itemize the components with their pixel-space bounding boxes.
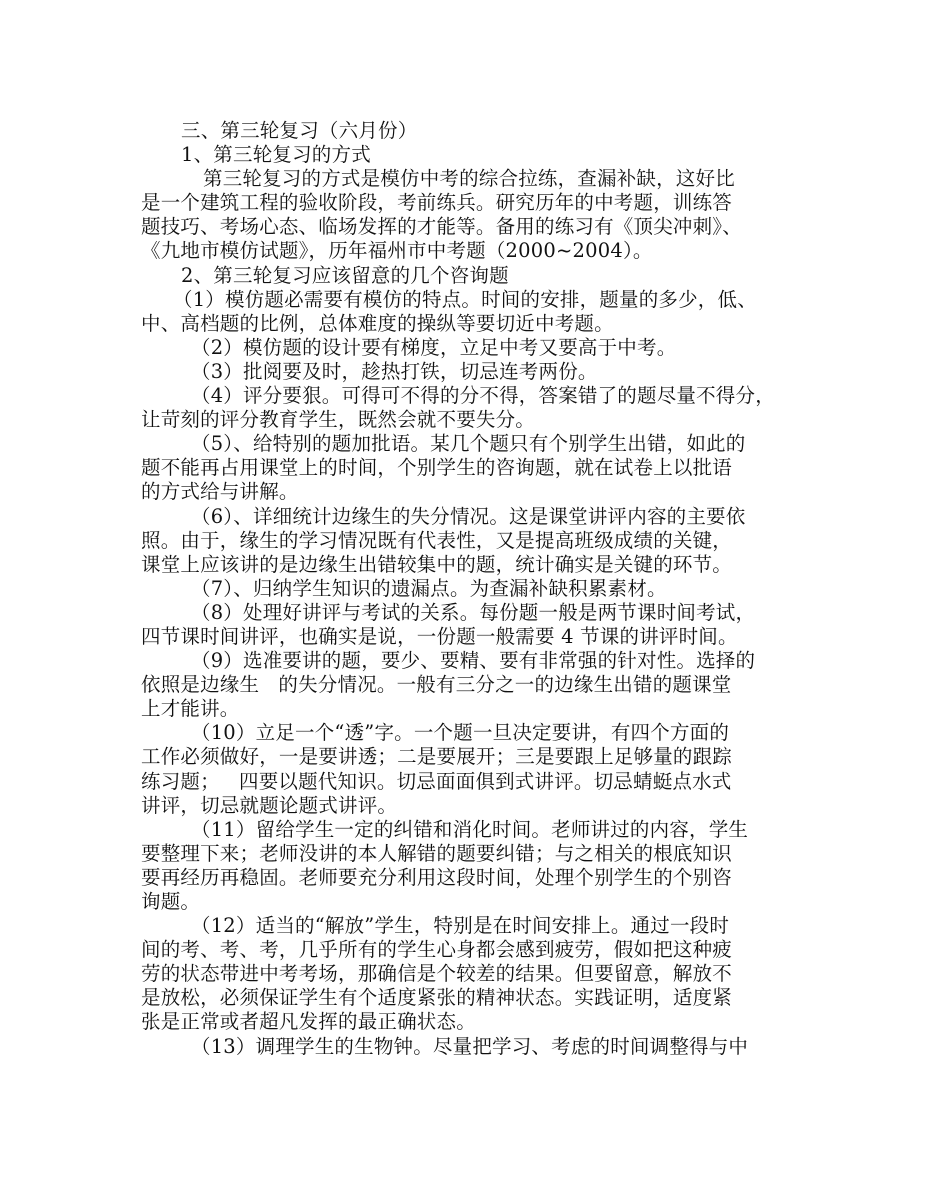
text-line: （9）选准要讲的题，要少、要精、要有非常强的针对性。选择的 <box>191 649 756 673</box>
text-line: 上才能讲。 <box>141 697 240 721</box>
text-line: 题不能再占用课堂上的时间，个别学生的咨询题，就在试卷上以批语 <box>141 456 733 480</box>
text-line: 依照是边缘生 的失分情况。一般有三分之一的边缘生出错的题课堂 <box>141 673 732 697</box>
document-body <box>141 119 821 1059</box>
text-line: （13）调理学生的生物钟。尽量把学习、考虑的时间调整得与中 <box>191 1034 749 1058</box>
text-line: （12）适当的“解放”学生，特别是在时间安排上。通过一段时 <box>191 914 730 938</box>
text-line: 的方式给与讲解。 <box>141 480 299 504</box>
text-line: （3）批阅要及时，趁热打铁，切忌连考两份。 <box>191 359 598 383</box>
text-line: 是放松，必须保证学生有个适度紧张的精神状态。实践证明，适度紧 <box>141 986 733 1010</box>
text-line: （8）处理好讲评与考试的关系。每份题一般是两节课时间考试， <box>191 600 756 624</box>
text-line: （4）评分要狠。可得可不得的分不得，答案错了的题尽量不得分， <box>191 384 775 408</box>
text-line: 第三轮复习的方式是模仿中考的综合拉练，查漏补缺，这好比 <box>203 167 735 191</box>
text-line: 照。由于，缘生的学习情况既有代表性，又是提高班级成绩的关键， <box>141 528 733 552</box>
text-line: 工作必须做好，一是要讲透；二是要展开；三是要跟上足够量的跟踪 <box>141 745 733 769</box>
text-line: 2、第三轮复习应该留意的几个咨询题 <box>181 263 509 287</box>
text-line: 讲评，切忌就题论题式讲评。 <box>141 793 398 817</box>
text-line: 练习题； 四要以题代知识。切忌面面俱到式讲评。切忌蜻蜓点水式 <box>141 769 732 793</box>
text-line: 间的考、考、考，几乎所有的学生心身都会感到疲劳，假如把这种疲 <box>141 938 733 962</box>
text-line: 三、第三轮复习（六月份） <box>181 119 418 142</box>
text-line: （11）留给学生一定的纠错和消化时间。老师讲过的内容，学生 <box>191 817 749 841</box>
text-line: 题技巧、考场心态、临场发挥的才能等。备用的练习有《顶尖冲刺》、 <box>141 215 742 239</box>
text-line: （7）、归纳学生知识的遗漏点。为查漏补缺积累素材。 <box>191 576 667 600</box>
text-line: （6）、详细统计边缘生的失分情况。这是课堂讲评内容的主要依 <box>191 504 746 528</box>
text-line: （10）立足一个“透”字。一个题一旦决定要讲，有四个方面的 <box>191 721 730 745</box>
text-line: 劳的状态带进中考考场，那确信是个较差的结果。但要留意，解放不 <box>141 962 733 986</box>
text-line: 课堂上应该讲的是边缘生出错较集中的题，统计确实是关键的环节。 <box>141 552 733 576</box>
text-line: 四节课时间讲评，也确实是说，一份题一般需要 4 节课的讲评时间。 <box>141 624 738 648</box>
text-line: 中、高档题的比例，总体难度的操纵等要切近中考题。 <box>141 311 614 335</box>
text-line: （5）、给特别的题加批语。某几个题只有个别学生出错，如此的 <box>191 432 746 456</box>
text-line: 要整理下来；老师没讲的本人解错的题要纠错；与之相关的根底知识 <box>141 841 733 865</box>
text-line: 询题。 <box>141 890 201 913</box>
text-line: 张是正常或者超凡发挥的最正确状态。 <box>141 1010 476 1034</box>
text-line: 让苛刻的评分教育学生，既然会就不要失分。 <box>141 408 536 432</box>
text-line: 要再经历再稳固。老师要充分利用这段时间，处理个别学生的个别咨 <box>141 865 733 889</box>
text-line: （2）模仿题的设计要有梯度，立足中考又要高于中考。 <box>191 335 677 359</box>
text-line: 1、第三轮复习的方式 <box>181 143 371 167</box>
text-line: （1）模仿题必需要有模仿的特点。时间的安排，题量的多少，低、 <box>173 287 757 311</box>
text-line: 《九地市模仿试题》，历年福州市中考题（2000~2004）。 <box>141 239 653 263</box>
text-line: 是一个建筑工程的验收阶段，考前练兵。研究历年的中考题，训练答 <box>141 191 733 215</box>
